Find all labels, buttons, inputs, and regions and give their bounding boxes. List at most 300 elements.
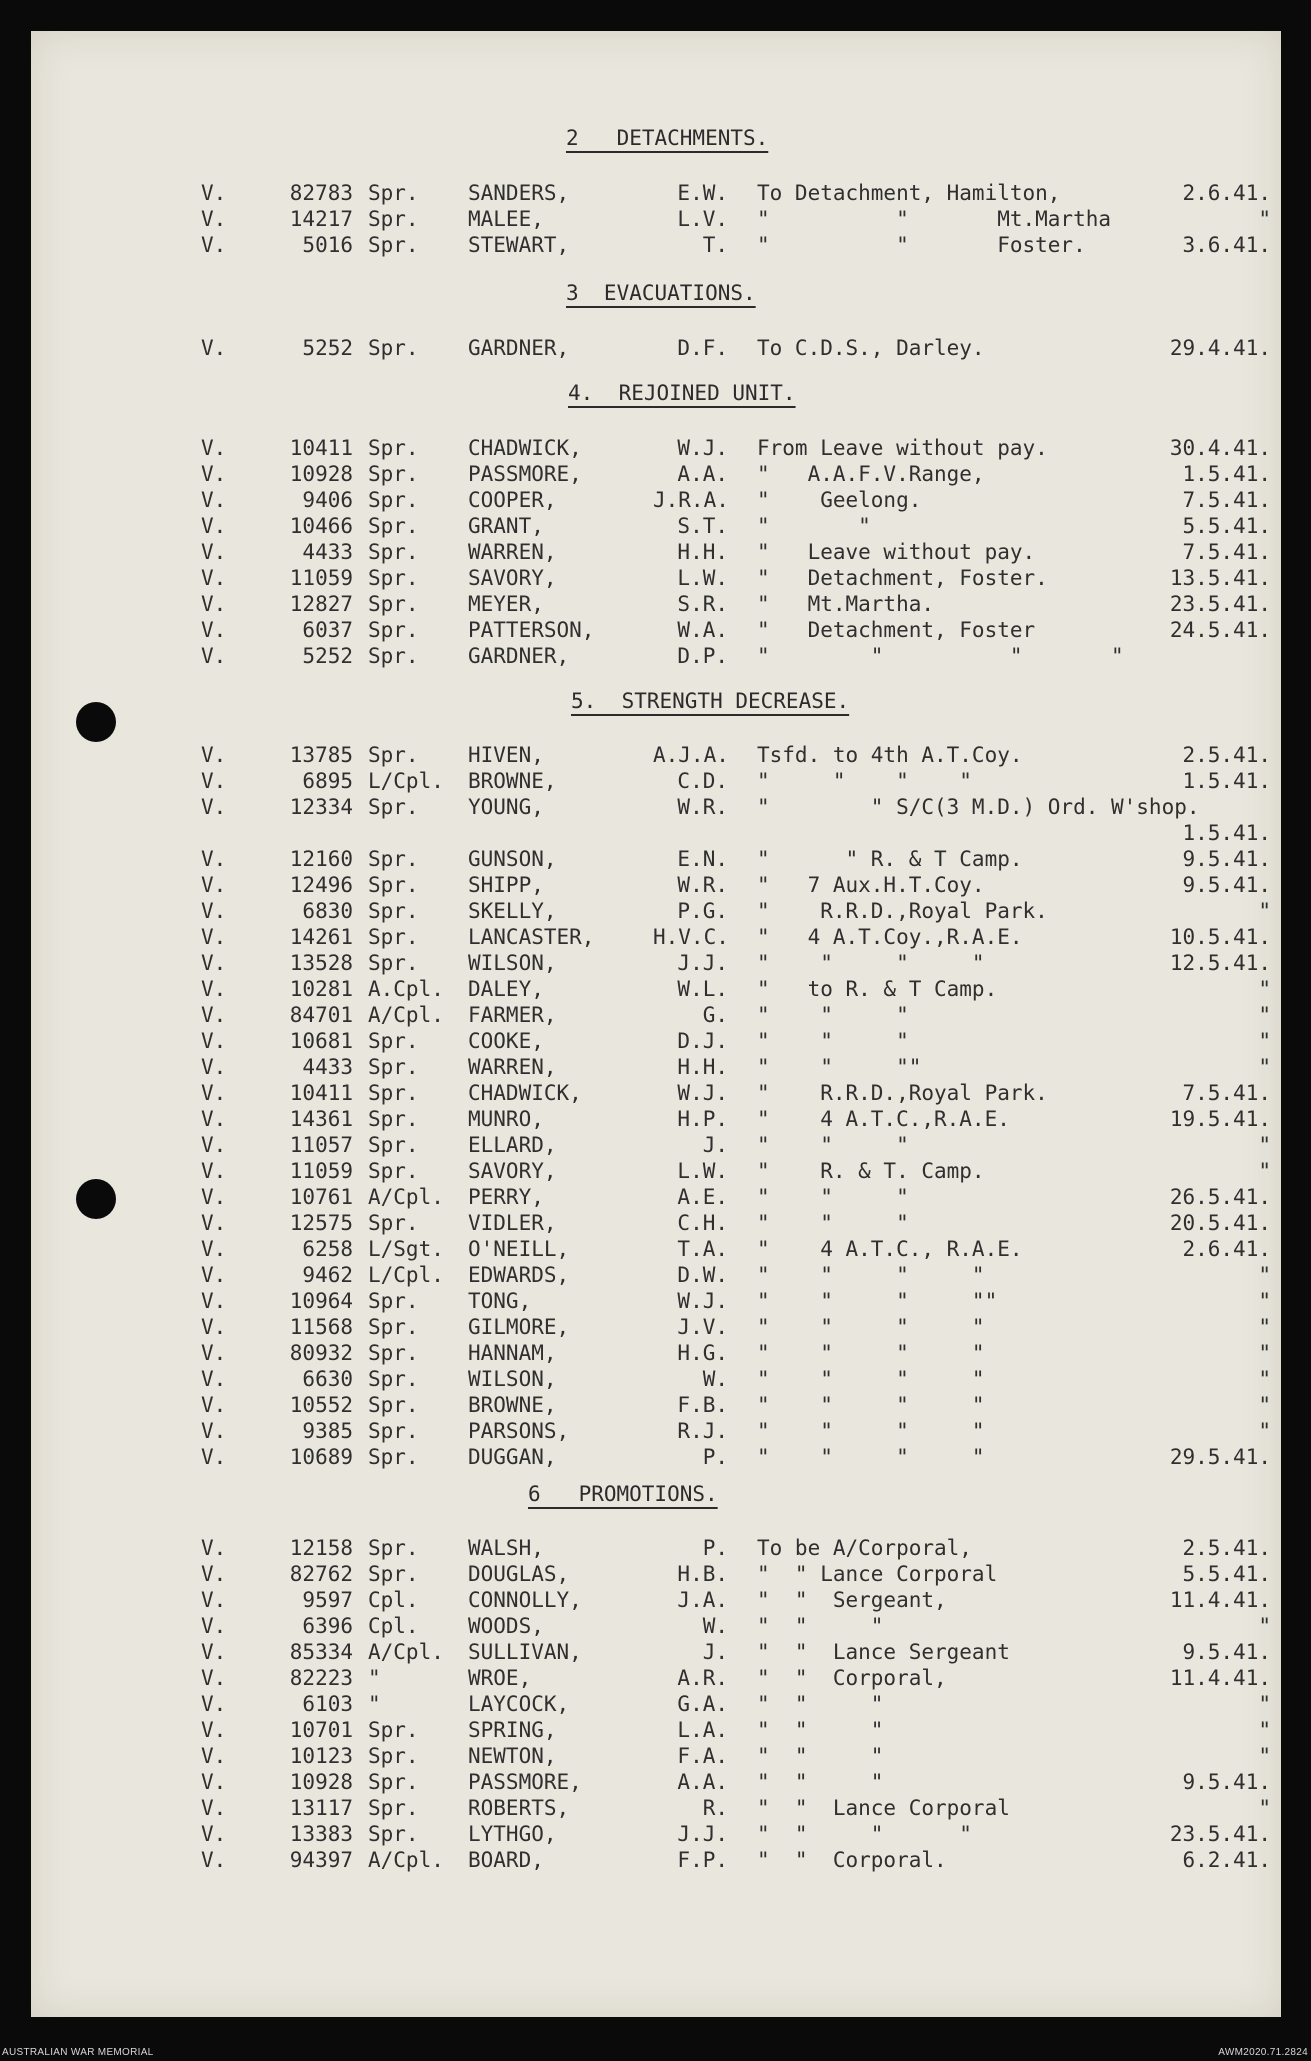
entry-detail: " R.R.D.,Royal Park. xyxy=(757,1081,1048,1105)
entry-rank: L/Cpl. xyxy=(368,1263,444,1287)
entry-date: 5.5.41. xyxy=(1182,1562,1271,1586)
entry-col-prefix: V. xyxy=(201,436,227,460)
entry-surname: SKELLY, xyxy=(468,899,557,923)
entry-col-prefix: V. xyxy=(201,795,227,819)
entry-row xyxy=(31,1536,1281,1562)
entry-detail: " " S/C(3 M.D.) Ord. W'shop. xyxy=(757,795,1200,819)
entry-col-prefix: V. xyxy=(201,181,227,205)
entry-rank: Spr. xyxy=(368,1419,419,1443)
entry-service-number: 9385 xyxy=(302,1419,353,1443)
entry-detail: " " " xyxy=(757,1029,909,1053)
entry-initials: A.J.A. xyxy=(653,743,729,767)
entry-service-number: 12334 xyxy=(289,795,353,819)
entry-detail: From Leave without pay. xyxy=(757,436,1048,460)
entry-detail: To Detachment, Hamilton, xyxy=(757,181,1061,205)
entry-surname: WILSON, xyxy=(468,1367,557,1391)
entry-date: 1.5.41. xyxy=(1182,769,1271,793)
heading-strength-decrease: 5. STRENGTH DECREASE. xyxy=(571,689,850,713)
entry-service-number: 6396 xyxy=(302,1614,353,1638)
entry-rank: Spr. xyxy=(368,1081,419,1105)
entry-date: 23.5.41. xyxy=(1169,592,1271,616)
entry-surname: GRANT, xyxy=(468,514,544,538)
entry-date: 19.5.41. xyxy=(1169,1107,1271,1131)
entry-rank: Spr. xyxy=(368,1341,419,1365)
entry-date: 2.6.41. xyxy=(1182,181,1271,205)
entry-surname: LYTHGO, xyxy=(468,1822,557,1846)
entry-rank: A/Cpl. xyxy=(368,1640,444,1664)
entry-service-number: 6830 xyxy=(302,899,353,923)
entry-rank: Spr. xyxy=(368,514,419,538)
entry-surname: DUGGAN, xyxy=(468,1445,557,1469)
entry-detail: " 4 A.T.Coy.,R.A.E. xyxy=(757,925,1023,949)
entry-surname: PASSMORE, xyxy=(468,1770,582,1794)
entry-date: " xyxy=(1258,1367,1271,1391)
entry-rank: Spr. xyxy=(368,1315,419,1339)
entry-detail: " " " " xyxy=(757,1393,985,1417)
entry-initials: H.B. xyxy=(677,1562,728,1586)
entry-row xyxy=(31,1614,1281,1640)
entry-initials: A.A. xyxy=(677,1770,728,1794)
entry-date: 11.4.41. xyxy=(1169,1666,1271,1690)
entry-date: 9.5.41. xyxy=(1182,873,1271,897)
entry-date: 12.5.41. xyxy=(1169,951,1271,975)
entry-detail: " " Corporal. xyxy=(757,1848,947,1872)
entry-row xyxy=(31,743,1281,769)
entry-rank: " xyxy=(368,1692,381,1716)
entry-surname: CONNOLLY, xyxy=(468,1588,582,1612)
entry-detail: " " Lance Corporal xyxy=(757,1796,1010,1820)
entry-surname: WOODS, xyxy=(468,1614,544,1638)
entry-surname: HIVEN, xyxy=(468,743,544,767)
entry-col-prefix: V. xyxy=(201,1692,227,1716)
entry-date: " xyxy=(1258,1159,1271,1183)
entry-rank: Spr. xyxy=(368,795,419,819)
entry-surname: WARREN, xyxy=(468,540,557,564)
entry-detail: " " " xyxy=(757,1770,884,1794)
entry-detail: " " " xyxy=(757,1133,909,1157)
entry-surname: GILMORE, xyxy=(468,1315,570,1339)
entry-initials: A.R. xyxy=(677,1666,728,1690)
entry-surname: ROBERTS, xyxy=(468,1796,570,1820)
entry-rank: Spr. xyxy=(368,1159,419,1183)
entry-col-prefix: V. xyxy=(201,1393,227,1417)
entry-date: " xyxy=(1258,1744,1271,1768)
entry-service-number: 5016 xyxy=(302,233,353,257)
entry-detail: " " R. & T Camp. xyxy=(757,847,1023,871)
entry-service-number: 13528 xyxy=(289,951,353,975)
entry-rank: Spr. xyxy=(368,1055,419,1079)
entry-service-number: 10928 xyxy=(289,1770,353,1794)
entry-rank: Spr. xyxy=(368,336,419,360)
entry-initials: L.W. xyxy=(677,1159,728,1183)
entry-rank: Spr. xyxy=(368,1289,419,1313)
entry-row xyxy=(31,821,1281,847)
entry-date: " xyxy=(1258,1393,1271,1417)
entry-row xyxy=(31,488,1281,514)
entry-service-number: 11057 xyxy=(289,1133,353,1157)
entry-service-number: 11059 xyxy=(289,1159,353,1183)
entry-service-number: 14261 xyxy=(289,925,353,949)
entry-rank: Spr. xyxy=(368,566,419,590)
entry-initials: J.J. xyxy=(677,1822,728,1846)
entry-col-prefix: V. xyxy=(201,1315,227,1339)
entry-surname: PATTERSON, xyxy=(468,618,595,642)
entry-date: " xyxy=(1258,1718,1271,1742)
entry-col-prefix: V. xyxy=(201,1718,227,1742)
entry-initials: A.A. xyxy=(677,462,728,486)
entry-rank: Spr. xyxy=(368,1770,419,1794)
entry-service-number: 85334 xyxy=(289,1640,353,1664)
entry-rank: Spr. xyxy=(368,1744,419,1768)
entry-rank: Spr. xyxy=(368,644,419,668)
entry-detail: " " " " xyxy=(757,1445,985,1469)
entry-surname: LAYCOCK, xyxy=(468,1692,570,1716)
entry-rank: A/Cpl. xyxy=(368,1185,444,1209)
entry-row xyxy=(31,1003,1281,1029)
entry-date: 6.2.41. xyxy=(1182,1848,1271,1872)
entry-surname: HANNAM, xyxy=(468,1341,557,1365)
entry-surname: CHADWICK, xyxy=(468,436,582,460)
entry-initials: J.V. xyxy=(677,1315,728,1339)
entry-surname: NEWTON, xyxy=(468,1744,557,1768)
entry-row xyxy=(31,1822,1281,1848)
entry-surname: MUNRO, xyxy=(468,1107,544,1131)
entry-rank: Spr. xyxy=(368,899,419,923)
entry-col-prefix: V. xyxy=(201,514,227,538)
entry-detail: " " " " xyxy=(757,769,972,793)
entry-service-number: 82783 xyxy=(289,181,353,205)
entry-row xyxy=(31,1211,1281,1237)
entry-row xyxy=(31,233,1281,259)
entry-detail: " " " " xyxy=(757,1419,985,1443)
entry-col-prefix: V. xyxy=(201,1796,227,1820)
entry-col-prefix: V. xyxy=(201,1133,227,1157)
entry-surname: WROE, xyxy=(468,1666,532,1690)
entry-surname: WARREN, xyxy=(468,1055,557,1079)
entry-row xyxy=(31,1185,1281,1211)
entry-row xyxy=(31,1770,1281,1796)
entry-surname: PASSMORE, xyxy=(468,462,582,486)
entry-detail: " " Sergeant, xyxy=(757,1588,947,1612)
entry-surname: DOUGLAS, xyxy=(468,1562,570,1586)
entry-detail: " " " " xyxy=(757,951,985,975)
entry-detail: " " " " xyxy=(757,1367,985,1391)
entry-service-number: 13383 xyxy=(289,1822,353,1846)
entry-col-prefix: V. xyxy=(201,644,227,668)
entry-initials: F.B. xyxy=(677,1393,728,1417)
entry-detail: " A.A.F.V.Range, xyxy=(757,462,985,486)
entry-col-prefix: V. xyxy=(201,1770,227,1794)
entry-rank: Spr. xyxy=(368,540,419,564)
entry-initials: W.R. xyxy=(677,873,728,897)
entry-initials: W.J. xyxy=(677,1081,728,1105)
footer-institution: AUSTRALIAN WAR MEMORIAL xyxy=(2,2047,154,2058)
entry-row xyxy=(31,1341,1281,1367)
entry-rank: Spr. xyxy=(368,1029,419,1053)
entry-rank: Spr. xyxy=(368,1393,419,1417)
entry-initials: H.G. xyxy=(677,1341,728,1365)
entry-service-number: 6895 xyxy=(302,769,353,793)
entry-date: 2.5.41. xyxy=(1182,1536,1271,1560)
entry-col-prefix: V. xyxy=(201,1848,227,1872)
entry-surname: PARSONS, xyxy=(468,1419,570,1443)
entry-row xyxy=(31,1081,1281,1107)
entry-detail: " " xyxy=(757,514,871,538)
entry-row xyxy=(31,1718,1281,1744)
entry-surname: PERRY, xyxy=(468,1185,544,1209)
entry-detail: " " " xyxy=(757,1614,884,1638)
entry-col-prefix: V. xyxy=(201,1081,227,1105)
entry-initials: P. xyxy=(702,1536,728,1560)
entry-col-prefix: V. xyxy=(201,618,227,642)
entry-surname: SHIPP, xyxy=(468,873,544,897)
entry-row xyxy=(31,436,1281,462)
entry-initials: D.F. xyxy=(677,336,728,360)
entry-date: 1.5.41. xyxy=(1182,462,1271,486)
entry-service-number: 6630 xyxy=(302,1367,353,1391)
entry-rank: A.Cpl. xyxy=(368,977,444,1001)
entry-service-number: 10466 xyxy=(289,514,353,538)
entry-date: 24.5.41. xyxy=(1169,618,1271,642)
entry-row xyxy=(31,1393,1281,1419)
entry-rank: Spr. xyxy=(368,1367,419,1391)
entry-col-prefix: V. xyxy=(201,743,227,767)
entry-service-number: 12158 xyxy=(289,1536,353,1560)
heading-evacuations: 3 EVACUATIONS. xyxy=(566,281,756,305)
entry-detail: " Leave without pay. xyxy=(757,540,1036,564)
entry-surname: SANDERS, xyxy=(468,181,570,205)
entry-initials: H.V.C. xyxy=(653,925,729,949)
entry-row xyxy=(31,592,1281,618)
entry-row xyxy=(31,644,1281,670)
entry-col-prefix: V. xyxy=(201,462,227,486)
entry-col-prefix: V. xyxy=(201,1562,227,1586)
entry-date: 9.5.41. xyxy=(1182,1770,1271,1794)
entry-row xyxy=(31,873,1281,899)
entry-date: 3.6.41. xyxy=(1182,233,1271,257)
entry-service-number: 11059 xyxy=(289,566,353,590)
entry-row xyxy=(31,1315,1281,1341)
entry-col-prefix: V. xyxy=(201,488,227,512)
entry-date: 30.4.41. xyxy=(1169,436,1271,460)
entry-rank: Spr. xyxy=(368,1822,419,1846)
entry-detail: " Mt.Martha. xyxy=(757,592,935,616)
entry-date: 23.5.41. xyxy=(1169,1822,1271,1846)
entry-row xyxy=(31,336,1281,362)
entry-surname: DALEY, xyxy=(468,977,544,1001)
entry-initials: W. xyxy=(702,1614,728,1638)
entry-surname: WILSON, xyxy=(468,951,557,975)
entry-col-prefix: V. xyxy=(201,1822,227,1846)
entry-row xyxy=(31,1263,1281,1289)
punch-hole-top xyxy=(76,702,116,742)
entry-detail: " " " " xyxy=(757,1341,985,1365)
entry-row xyxy=(31,795,1281,821)
entry-initials: F.P. xyxy=(677,1848,728,1872)
entry-service-number: 5252 xyxy=(302,336,353,360)
entry-surname: TONG, xyxy=(468,1289,532,1313)
entry-date: 20.5.41. xyxy=(1169,1211,1271,1235)
entry-col-prefix: V. xyxy=(201,1536,227,1560)
entry-initials: W.J. xyxy=(677,436,728,460)
entry-service-number: 10761 xyxy=(289,1185,353,1209)
entry-date: " xyxy=(1258,1796,1271,1820)
entry-rank: Spr. xyxy=(368,1107,419,1131)
entry-col-prefix: V. xyxy=(201,1445,227,1469)
entry-date: 29.4.41. xyxy=(1169,336,1271,360)
entry-row xyxy=(31,925,1281,951)
entry-detail: " " " " xyxy=(757,1822,972,1846)
entry-service-number: 9406 xyxy=(302,488,353,512)
entry-detail: " " Lance Corporal xyxy=(757,1562,998,1586)
entry-rank: Spr. xyxy=(368,233,419,257)
entry-rank: Cpl. xyxy=(368,1614,419,1638)
entry-col-prefix: V. xyxy=(201,1289,227,1313)
entry-service-number: 12827 xyxy=(289,592,353,616)
entry-surname: SPRING, xyxy=(468,1718,557,1742)
entry-date: " xyxy=(1258,1692,1271,1716)
entry-surname: MALEE, xyxy=(468,207,544,231)
entry-rank: Spr. xyxy=(368,1536,419,1560)
entry-date: " xyxy=(1258,1614,1271,1638)
entry-date: 26.5.41. xyxy=(1169,1185,1271,1209)
entry-surname: LANCASTER, xyxy=(468,925,595,949)
entry-date: 7.5.41. xyxy=(1182,540,1271,564)
entry-col-prefix: V. xyxy=(201,899,227,923)
entry-service-number: 10123 xyxy=(289,1744,353,1768)
entry-initials: W.L. xyxy=(677,977,728,1001)
entry-surname: COOPER, xyxy=(468,488,557,512)
entry-detail: " " "" xyxy=(757,1055,922,1079)
heading-promotions: 6 PROMOTIONS. xyxy=(528,1482,718,1506)
entry-date: " xyxy=(1258,1289,1271,1313)
entry-col-prefix: V. xyxy=(201,1341,227,1365)
entry-detail: Tsfd. to 4th A.T.Coy. xyxy=(757,743,1023,767)
entry-rank: L/Sgt. xyxy=(368,1237,444,1261)
entry-surname: SAVORY, xyxy=(468,1159,557,1183)
entry-rank: Spr. xyxy=(368,592,419,616)
entry-date: " xyxy=(1258,1029,1271,1053)
entry-row xyxy=(31,1445,1281,1471)
entry-col-prefix: V. xyxy=(201,1211,227,1235)
entry-service-number: 13785 xyxy=(289,743,353,767)
entry-initials: L.W. xyxy=(677,566,728,590)
entry-rank: Cpl. xyxy=(368,1588,419,1612)
entry-surname: BROWNE, xyxy=(468,769,557,793)
entry-initials: C.H. xyxy=(677,1211,728,1235)
entry-date: " xyxy=(1258,1055,1271,1079)
entry-row xyxy=(31,1419,1281,1445)
entry-col-prefix: V. xyxy=(201,1744,227,1768)
entry-detail: " " " xyxy=(757,1718,884,1742)
entry-service-number: 10281 xyxy=(289,977,353,1001)
entry-row xyxy=(31,618,1281,644)
entry-detail: " 4 A.T.C.,R.A.E. xyxy=(757,1107,1010,1131)
entry-date: " xyxy=(1258,1003,1271,1027)
entry-initials: J.R.A. xyxy=(653,488,729,512)
entry-service-number: 10701 xyxy=(289,1718,353,1742)
entry-service-number: 94397 xyxy=(289,1848,353,1872)
entry-initials: G. xyxy=(702,1003,728,1027)
entry-rank: Spr. xyxy=(368,1562,419,1586)
entry-detail: " " " xyxy=(757,1185,909,1209)
entry-initials: L.V. xyxy=(677,207,728,231)
entry-rank: Spr. xyxy=(368,1796,419,1820)
entry-surname: VIDLER, xyxy=(468,1211,557,1235)
entry-rank: Spr. xyxy=(368,1445,419,1469)
entry-col-prefix: V. xyxy=(201,233,227,257)
entry-row xyxy=(31,899,1281,925)
entry-detail: " " " "" xyxy=(757,1289,998,1313)
entry-surname: GUNSON, xyxy=(468,847,557,871)
entry-service-number: 9597 xyxy=(302,1588,353,1612)
entry-surname: COOKE, xyxy=(468,1029,544,1053)
entry-rank: Spr. xyxy=(368,1211,419,1235)
entry-row xyxy=(31,1640,1281,1666)
entry-date: " xyxy=(1258,1419,1271,1443)
entry-col-prefix: V. xyxy=(201,336,227,360)
entry-initials: S.T. xyxy=(677,514,728,538)
entry-col-prefix: V. xyxy=(201,207,227,231)
entry-col-prefix: V. xyxy=(201,769,227,793)
entry-initials: H.H. xyxy=(677,1055,728,1079)
entry-col-prefix: V. xyxy=(201,1263,227,1287)
entry-date: 9.5.41. xyxy=(1182,1640,1271,1664)
entry-detail: " R.R.D.,Royal Park. xyxy=(757,899,1048,923)
entry-detail: " " Mt.Martha xyxy=(757,207,1112,231)
entry-service-number: 12496 xyxy=(289,873,353,897)
entry-detail: " " Corporal, xyxy=(757,1666,947,1690)
entry-rank: A/Cpl. xyxy=(368,1003,444,1027)
entry-date: 13.5.41. xyxy=(1169,566,1271,590)
entry-col-prefix: V. xyxy=(201,1588,227,1612)
entry-col-prefix: V. xyxy=(201,1419,227,1443)
entry-col-prefix: V. xyxy=(201,592,227,616)
entry-service-number: 12160 xyxy=(289,847,353,871)
entry-date: 5.5.41. xyxy=(1182,514,1271,538)
entry-detail: To be A/Corporal, xyxy=(757,1536,972,1560)
entry-date: " xyxy=(1258,899,1271,923)
entry-surname: BROWNE, xyxy=(468,1393,557,1417)
entry-rank: Spr. xyxy=(368,1718,419,1742)
entry-col-prefix: V. xyxy=(201,1237,227,1261)
entry-initials: D.J. xyxy=(677,1029,728,1053)
entry-initials: R. xyxy=(702,1796,728,1820)
entry-surname: YOUNG, xyxy=(468,795,544,819)
entry-row xyxy=(31,566,1281,592)
entry-detail: " Detachment, Foster. xyxy=(757,566,1048,590)
entry-row xyxy=(31,1848,1281,1874)
entry-detail: " to R. & T Camp. xyxy=(757,977,998,1001)
entry-service-number: 80932 xyxy=(289,1341,353,1365)
entry-initials: S.R. xyxy=(677,592,728,616)
entry-service-number: 10928 xyxy=(289,462,353,486)
entry-initials: P. xyxy=(702,1445,728,1469)
entry-detail: " Geelong. xyxy=(757,488,922,512)
entry-initials: D.W. xyxy=(677,1263,728,1287)
entry-initials: G.A. xyxy=(677,1692,728,1716)
entry-detail: " Detachment, Foster xyxy=(757,618,1036,642)
entry-col-prefix: V. xyxy=(201,1640,227,1664)
entry-row xyxy=(31,1159,1281,1185)
entry-rank: Spr. xyxy=(368,207,419,231)
entry-initials: W.A. xyxy=(677,618,728,642)
entry-date: 2.6.41. xyxy=(1182,1237,1271,1261)
entry-initials: J.J. xyxy=(677,951,728,975)
entry-col-prefix: V. xyxy=(201,1003,227,1027)
entry-rank: Spr. xyxy=(368,743,419,767)
entry-col-prefix: V. xyxy=(201,1185,227,1209)
